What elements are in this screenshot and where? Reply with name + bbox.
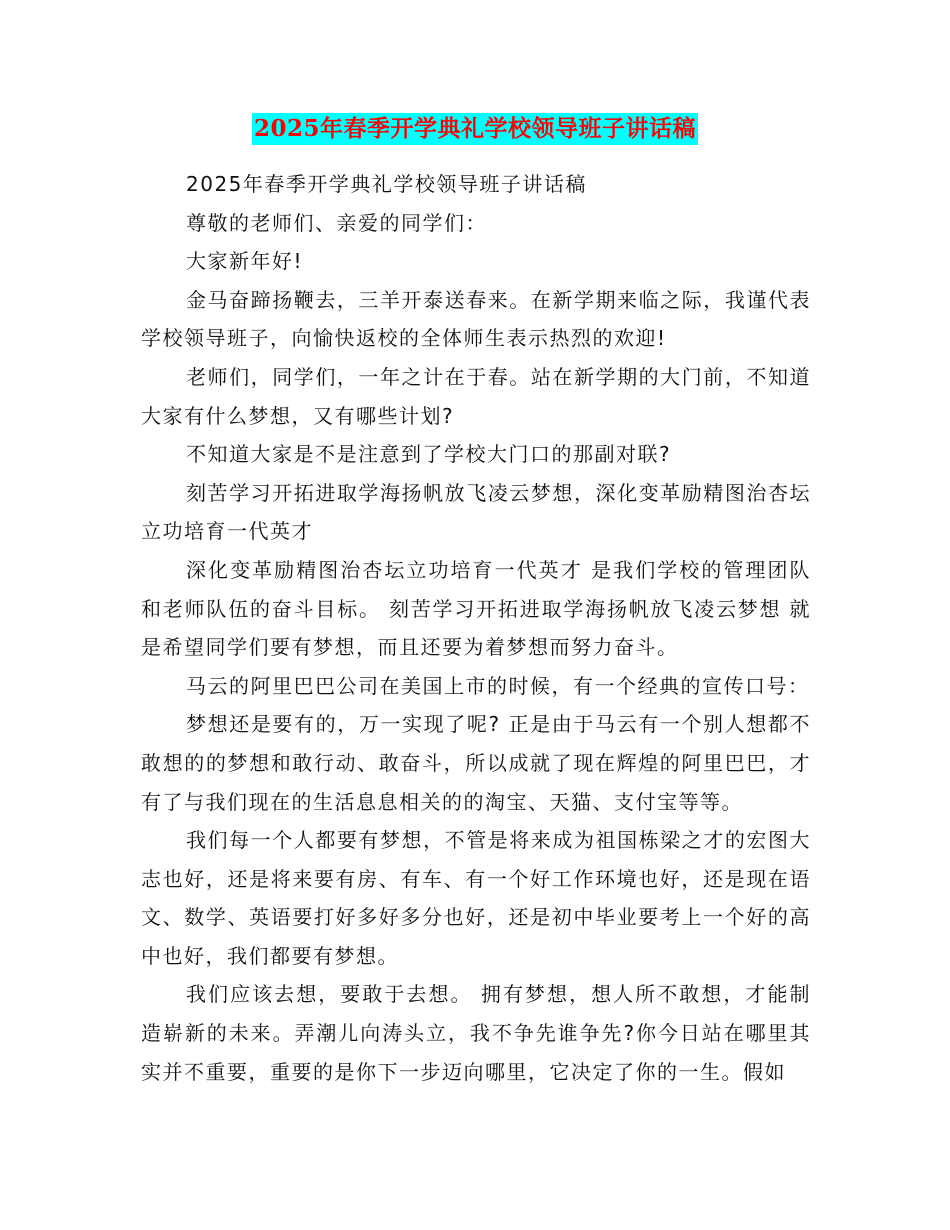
paragraph-couplet: 刻苦学习开拓进取学海扬帆放飞凌云梦想，深化变革励精图治杏坛立功培育一代英才 xyxy=(141,480,811,544)
paragraph: 马云的阿里巴巴公司在美国上市的时候，有一个经典的宣传口号： xyxy=(186,673,810,698)
paragraph: 老师们，同学们，一年之计在于春。站在新学期的大门前，不知道大家有什么梦想，又有哪些计划? xyxy=(141,364,811,428)
paragraph: 我们每一个人都要有梦想，不管是将来成为祖国栋梁之才的宏图大志也好，还是将来要有房、有车、有一个好工作环境也好，还是现在语文、数学、英语要打好多好多分也好，还是初中毕业要考上一个好的高中也好，我们都要有梦想。 xyxy=(141,828,811,968)
paragraph-subtitle: 2025年春季开学典礼学校领导班子讲话稿 xyxy=(186,172,587,196)
paragraph: 深化变革励精图治杏坛立功培育一代英才 是我们学校的管理团队和老师队伍的奋斗目标。 刻苦学习开拓进取学海扬帆放飞凌云梦想 就是希望同学们要有梦想，而且还要为着梦想而努力奋斗。 xyxy=(141,557,811,660)
paragraph: 金马奋蹄扬鞭去，三羊开泰送春来。在新学期来临之际，我谨代表学校领导班子，向愉快返校的全体师生表示热烈的欢迎! xyxy=(141,287,811,351)
document-body xyxy=(141,165,811,1091)
title-container xyxy=(0,113,950,145)
paragraph-salutation: 尊敬的老师们、亲爱的同学们： xyxy=(186,210,487,235)
paragraph: 我们应该去想，要敢于去想。 拥有梦想，想人所不敢想，才能制造崭新的未来。弄潮儿向涛头立，我不争先谁争先?你今日站在哪里其实并不重要，重要的是你下一步迈向哪里，它决定了你的一生。假如 xyxy=(141,982,811,1084)
document-title: 2025年春季开学典礼学校领导班子讲话稿 xyxy=(252,113,698,145)
paragraph: 梦想还是要有的，万一实现了呢? 正是由于马云有一个别人想都不敢想的的梦想和敢行动、敢奋斗，所以成就了现在辉煌的阿里巴巴，才有了与我们现在的生活息息相关的的淘宝、天猫、支付宝等等。 xyxy=(141,712,811,814)
paragraph: 不知道大家是不是注意到了学校大门口的那副对联? xyxy=(186,442,672,467)
paragraph-greeting: 大家新年好! xyxy=(186,249,304,274)
